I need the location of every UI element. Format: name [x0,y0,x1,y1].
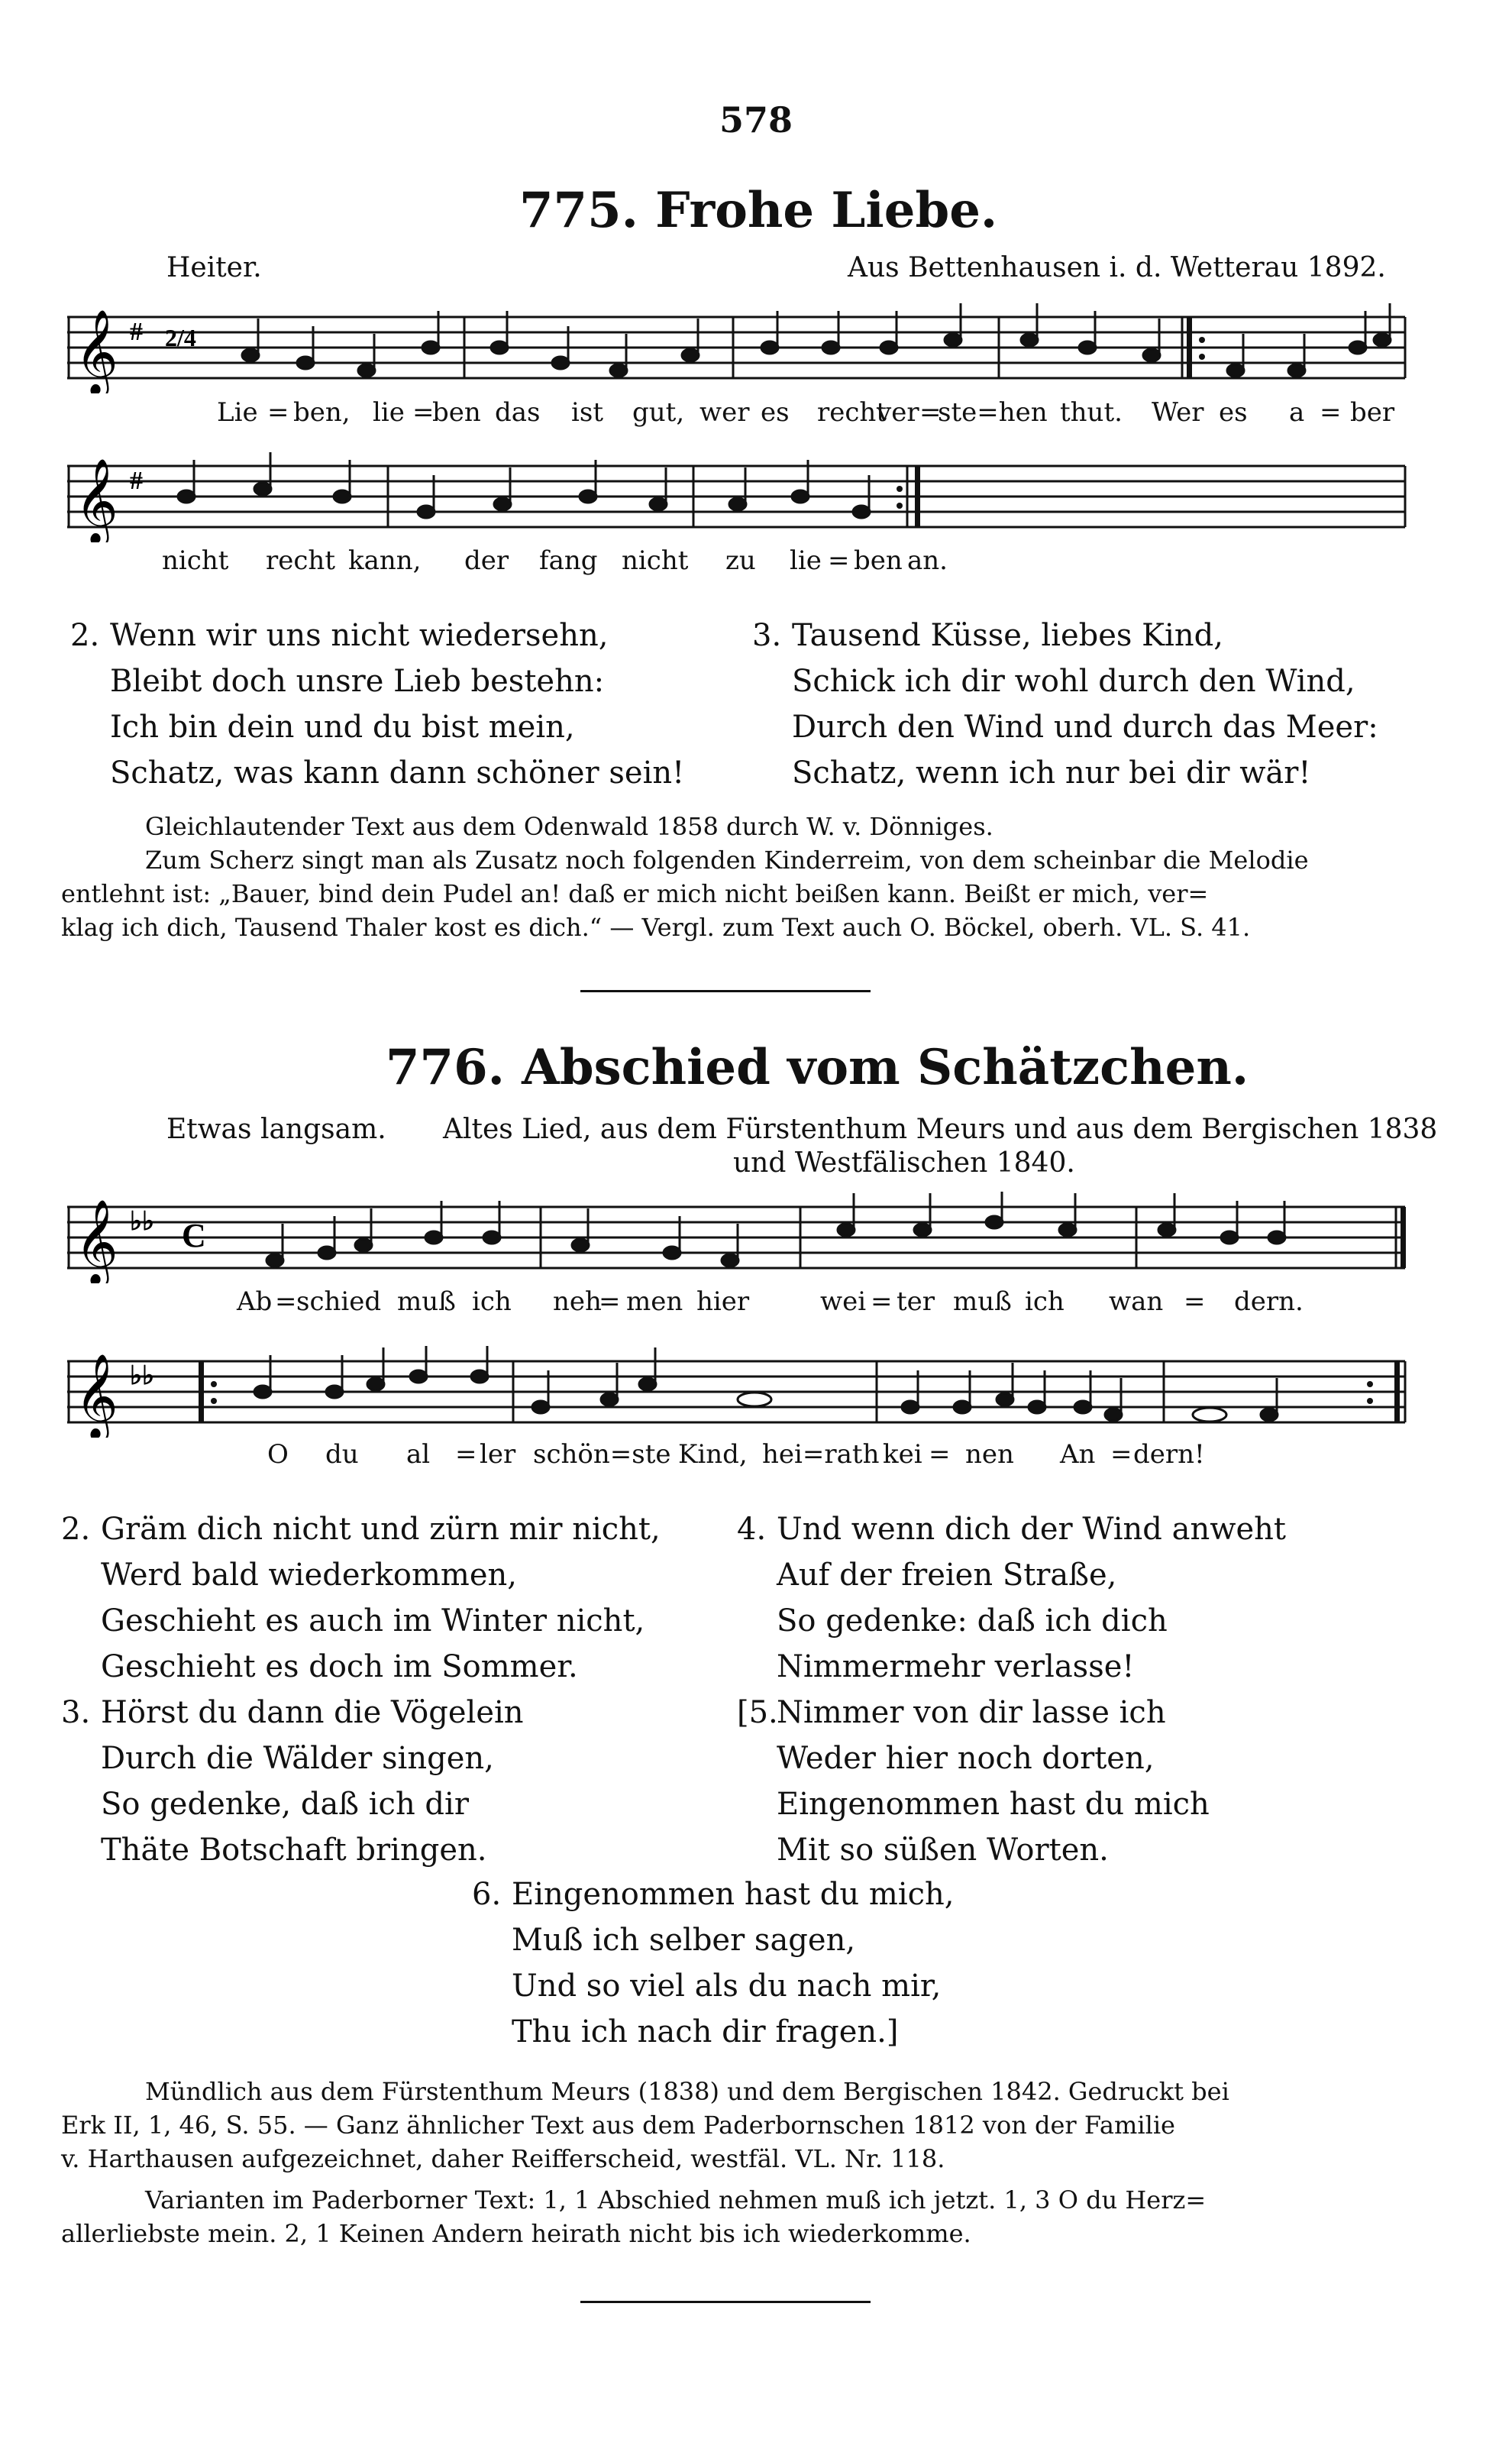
song-776-stanza-3: 3. Hörst du dann die Vögelein Durch die Wälder singen, So gedenke, daß ich dir Thäte Botschaft bringen. [61,1695,524,1868]
treble-clef-icon: 𝄞 [75,309,118,393]
svg-text:2/4: 2/4 [165,324,196,351]
song-775-stanza-2: 2. Wenn wir uns nicht wiedersehn, Bleibt doch unsre Lieb bestehn: Ich bin dein und du bist mein, Schatz, was kann dann schöner sein! [70,618,685,791]
song-776-source-line-1: Altes Lied, aus dem Fürstenthum Meurs und aus dem Bergischen 1838 [443,1114,1438,1145]
song-776-staff-2 [67,1346,1411,1438]
svg-text:♭♭: ♭♭ [130,1362,155,1390]
song-776-stanza-2: 2. Gräm dich nicht und zürn mir nicht, Werd bald wiederkommen, Geschieht es auch im Winter nicht, Geschieht es doch im Sommer. [61,1512,661,1684]
song-776-lyrics-line-1: Ab = schied muß ich neh = men hier wei = ter muß ich wan = dern. [237,1286,1304,1317]
svg-text:#: # [130,318,143,346]
song-776-title: 776. Abschied vom Schätzchen. [386,1039,1249,1096]
song-775-staff-1 [67,302,1411,393]
bottom-divider [580,2301,871,2303]
song-775-source: Aus Bettenhausen i. d. Wetterau 1892. [848,252,1386,283]
song-775-staff-2 [67,451,1411,542]
page-number: 578 [719,99,793,141]
song-775-stanza-3: 3. Tausend Küsse, liebes Kind, Schick ich dir wohl durch den Wind, Durch den Wind und durch das Meer: Schatz, wenn ich nur bei dir wär! [752,618,1378,791]
svg-text:C: C [182,1217,206,1254]
song-776-stanza-4: 4. Und wenn dich der Wind anweht Auf der freien Straße, So gedenke: daß ich dich Nimmermehr verlasse! [737,1512,1286,1684]
song-776-tempo: Etwas langsam. [166,1114,386,1145]
song-776-stanza-6: 6. Eingenommen hast du mich, Muß ich selber sagen, Und so viel als du nach mir, Thu ich nach dir fragen.] [472,1877,955,2049]
svg-text:𝄞: 𝄞 [75,458,118,542]
song-775-title: 775. Frohe Liebe. [519,182,998,239]
song-776-source-note: Mündlich aus dem Fürstenthum Meurs (1838) und dem Bergischen 1842. Gedruckt bei Erk II, 1, 46, S. 55. — Ganz ähnlicher Text aus dem Paderbornschen 1812 von der Familie v. Harthausen aufgezeichnet, daher Reifferscheid, westfäl. VL. Nr. 118. Varianten im Paderborner Text: 1, 1 Abschied nehmen muß ich jetzt. 1, 3 O du Herz= allerliebste mein. 2, 1 Keinen Andern heirath nicht bis ich wiederkomme. [61,2077,1229,2248]
svg-text:𝄞: 𝄞 [75,1353,118,1438]
svg-text:#: # [130,467,143,495]
song-775-lyrics-line-2: nicht recht kann, der fang nicht zu lie = ben an. [162,545,948,576]
svg-text:♭♭: ♭♭ [130,1208,155,1236]
song-776-lyrics-line-2: O du al = ler schön=ste Kind, hei=rath kei = nen An = dern! [267,1439,1205,1470]
song-775-lyrics-line-1: Lie = ben, lie = ben das ist gut, wer es recht ver = ste=hen thut. Wer es a = ber [217,397,1395,428]
section-divider [580,990,871,992]
song-776-staff-1 [67,1192,1411,1283]
song-776-stanza-5: [5.Nimmer von dir lasse ich Weder hier noch dorten, Eingenommen hast du mich Mit so süßen Worten. [737,1695,1210,1868]
song-775-source-note: Gleichlautender Text aus dem Odenwald 1858 durch W. v. Dönniges. Zum Scherz singt man als Zusatz noch folgenden Kinderreim, von dem scheinbar die Melodie entlehnt ist: „Bauer, bind dein Pudel an! daß er mich nicht beißen kann. Beißt er mich, ver= klag ich dich, Tausend Thaler kost es dich.“ — Vergl. zum Text auch O. Böckel, oberh. VL. S. 41. [61,812,1309,942]
song-775-tempo: Heiter. [166,252,262,283]
svg-text:𝄞: 𝄞 [75,1199,118,1283]
song-776-source-line-2: und Westfälischen 1840. [733,1147,1075,1179]
